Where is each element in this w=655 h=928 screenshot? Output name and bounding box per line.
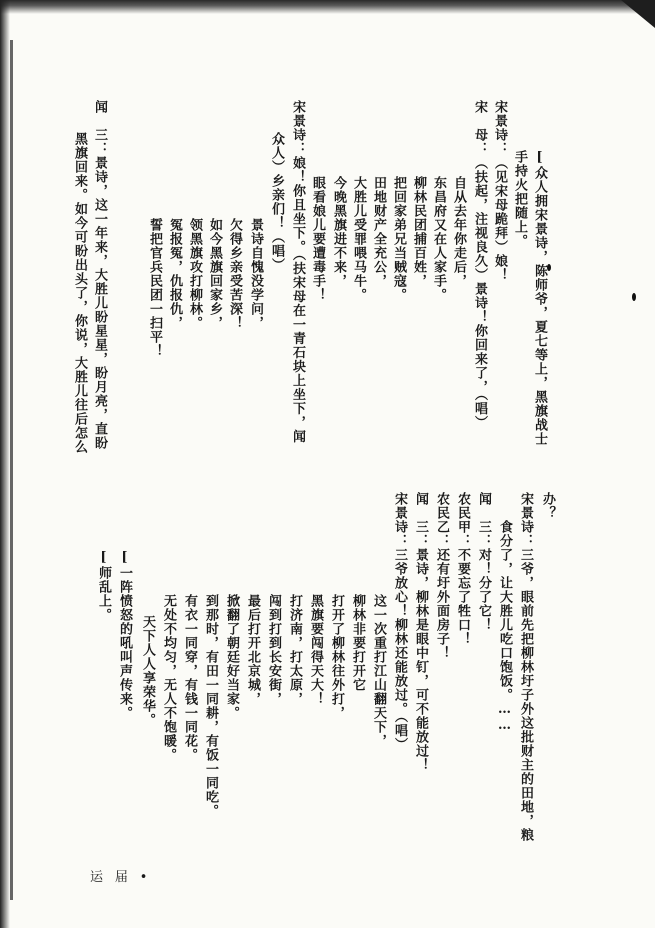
scan-speck [547,264,551,271]
text-column: 领黑旗攻打柳林。 [187,218,202,330]
text-column: 有衣一同穿，有钱一同花。 [182,594,197,762]
text-column: [众人拥宋景诗，陈师爷，夏七等上，黑旗战士 [532,150,547,446]
text-column: 把回家弟兄当贼寇。 [391,176,406,302]
text-column: 天下人人享荣华。 [140,615,155,727]
text-column: 大胜儿受罪喂马牛。 [351,176,366,302]
text-column: 柳林民团捕百姓， [411,176,426,288]
scan-edge-top [0,0,655,14]
text-column: 黑旗回来。如今可盼出头了，你说，大胜儿往后怎么 [72,132,87,454]
text-column: 农民甲：不要忘了牲口！ [455,492,470,646]
scan-fold-line [10,40,13,900]
text-column: 办？ [540,492,555,520]
text-column: 闻 三：景诗，这一年来，大胜儿盼星星，盼月亮，直盼 [92,100,107,450]
text-column: 自从去年你走后， [451,176,466,288]
text-column: 田地财产全充公， [371,176,386,288]
text-column: 宋 母：（扶起，注视良久）景诗！你回来了，（唱） [472,100,487,430]
text-column: 到那时，有田一同耕，有饭一同吃。 [203,594,218,818]
text-column: 东昌府又在人家手。 [431,176,446,302]
text-column: 打济南，打太原， [287,594,302,706]
text-column: 掀翻了朝廷好当家。 [224,594,239,720]
text-column: 眼看娘儿要遭毒手！ [310,176,325,302]
text-column: 如今黑旗回家乡， [207,218,222,330]
text-column: 今晚黑旗进不来， [331,176,346,288]
text-column: 最后打开北京城， [245,594,260,706]
text-column: 宋景诗：三爷，眼前先把柳林圩子外这批财主的田地，粮 [518,492,533,842]
text-column: 闻 三：景诗，柳林是眼中钉，可不能放过！ [413,492,428,772]
text-column: [师乱上。 [96,550,111,622]
text-column: [一阵愤怒的吼叫声传来。 [117,550,132,720]
text-column: 柳林非要打开它 [350,594,365,692]
text-column: 打开了柳林往外打， [329,594,344,720]
text-column: 这一次重打江山翻天下， [371,594,386,748]
text-column: 食分了，让大胜儿吃口饱饭。…… [497,520,512,734]
text-column: 手持火把随上。 [512,150,527,248]
text-column: 黑旗要闯得天大！ [308,594,323,706]
text-column: 无处不均匀，无人不饱暖。 [161,594,176,762]
scan-edge-left [0,0,10,928]
text-column: 宋景诗：三爷放心！柳林还能放过。（唱） [392,492,407,752]
text-column: 景诗自愧没学问， [248,218,263,330]
text-column: 欠得乡亲受苦深！ [227,218,242,330]
text-column: 闻 三：对！分了它！ [476,492,491,632]
text-column: 闯到打到长安街， [266,594,281,706]
page-number: 运 届 • [90,870,150,885]
text-column: 誓把官兵民团一扫平！ [147,218,162,358]
text-column: 农民乙：还有圩外面房子！ [434,492,449,660]
text-column: 宋景诗：（见宋母跪拜）娘！ [492,100,507,282]
text-column: 冤报冤，仇报仇， [167,218,182,330]
text-column: 众人）乡亲们！（唱） [269,132,284,272]
scan-speck [632,293,636,301]
text-column: 宋景诗：娘！你且坐下。（扶宋母在一青石块上坐下，闻 [290,100,305,444]
